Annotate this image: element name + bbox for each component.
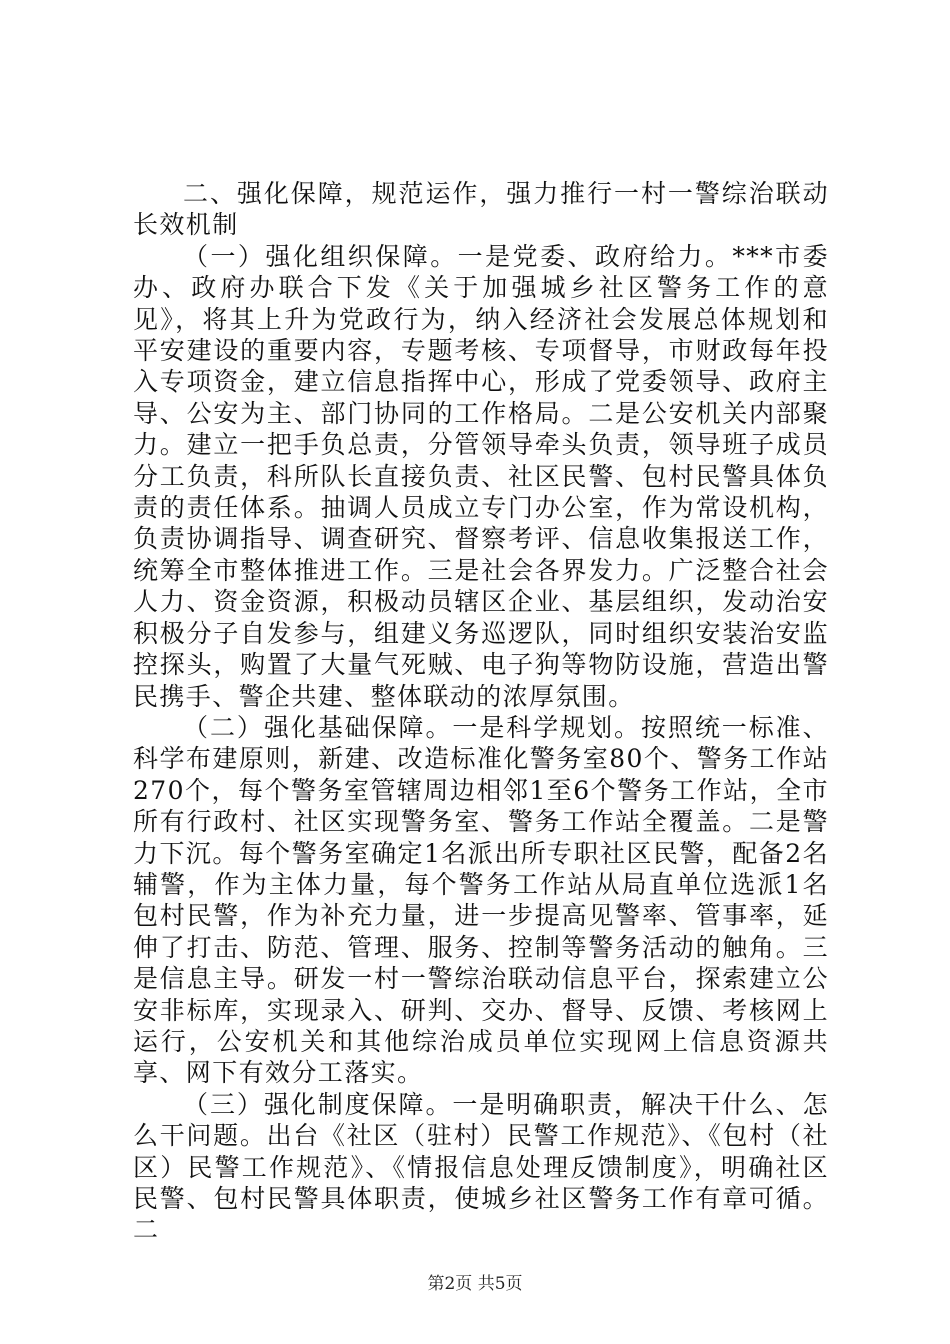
- page-number-footer: 第2页 共5页: [427, 1274, 523, 1294]
- paragraph-foundation-guarantee: （二）强化基础保障。一是科学规划。按照统一标准、科学布建原则，新建、改造标准化警务室80个、警务工作站270个，每个警务室管辖周边相邻1至6个警务工作站，全市所有行政村、社区实现警务室、警务工作站全覆盖。二是警力下沉。每个警务室确定1名派出所专职社区民警，配备2名辅警，作为主体力量，每个警务工作站从局直单位选派1名包村民警，作为补充力量，进一步提高见警率、管事率，延伸了打击、防范、管理、服务、控制等警务活动的触角。三是信息主导。研发一村一警综治联动信息平台，探索建立公安非标库，实现录入、研判、交办、督导、反馈、考核网上运行，公安机关和其他综治成员单位实现网上信息资源共享、网下有效分工落实。: [133, 712, 829, 1088]
- document-body: [133, 178, 829, 1246]
- paragraph-system-guarantee: （三）强化制度保障。一是明确职责，解决干什么、怎么干问题。出台《社区（驻村）民警工作规范》、《包村（社区）民警工作规范》、《情报信息处理反馈制度》，明确社区民警、包村民警具体职责，使城乡社区警务工作有章可循。二: [133, 1089, 829, 1245]
- paragraph-organization-guarantee: （一）强化组织保障。一是党委、政府给力。***市委办、政府办联合下发《关于加强城乡社区警务工作的意见》，将其上升为党政行为，纳入经济社会发展总体规划和平安建设的重要内容，专题考核、专项督导，市财政每年投入专项资金，建立信息指挥中心，形成了党委领导、政府主导、公安为主、部门协同的工作格局。二是公安机关内部聚力。建立一把手负总责，分管领导牵头负责，领导班子成员分工负责，科所队长直接负责、社区民警、包村民警具体负责的责任体系。抽调人员成立专门办公室，作为常设机构，负责协调指导、调查研究、督察考评、信息收集报送工作，统筹全市整体推进工作。三是社会各界发力。广泛整合社会人力、资金资源，积极动员辖区企业、基层组织，发动治安积极分子自发参与，组建义务巡逻队，同时组织安装治安监控探头，购置了大量气死贼、电子狗等物防设施，营造出警民携手、警企共建、整体联动的浓厚氛围。: [133, 241, 829, 711]
- section-heading: 二、强化保障，规范运作，强力推行一村一警综治联动长效机制: [133, 179, 829, 240]
